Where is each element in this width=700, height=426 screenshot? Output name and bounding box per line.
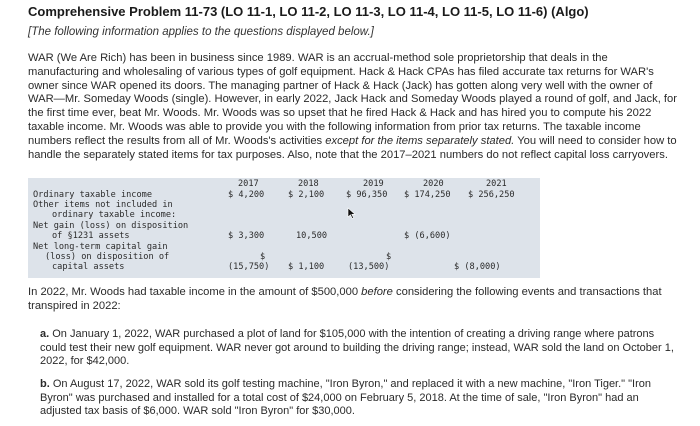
net-gain-2020: $ (6,600) bbox=[404, 231, 451, 241]
bottom-text: In 2022, Mr. Woods had taxable income in the amount of $500,000 bbox=[28, 286, 362, 298]
item-marker-b: b. bbox=[40, 378, 50, 390]
row-label-other-2: ordinary taxable income: bbox=[52, 210, 177, 220]
row-label-ltcg-2: (loss) on disposition of bbox=[45, 252, 170, 262]
intro-paragraph bbox=[28, 52, 678, 162]
ordinary-2020: $ 174,250 bbox=[404, 190, 451, 200]
event-item-a bbox=[40, 328, 676, 369]
taxable-income-paragraph bbox=[28, 286, 678, 314]
ltcg-2018: $ 1,100 bbox=[288, 262, 325, 272]
item-text-b: On August 17, 2022, WAR sold its golf testing machine, "Iron Byron," and replaced it with a new machine, "Iron Tiger." "Iron Byron" was purchased and installed for a total cost of $24,000 on February 5, 2018. At the time of sale, "Iron Byron" had an adjusted tax basis of $6,000. WAR sold "Iron Byron" for $30,000. bbox=[40, 378, 651, 418]
ordinary-2019: $ 96,350 bbox=[346, 190, 388, 200]
year-header-2020: 2020 bbox=[423, 179, 444, 189]
event-item-b bbox=[40, 378, 676, 419]
row-label-net-gain: Net gain (loss) on disposition bbox=[33, 221, 189, 231]
prior-year-table bbox=[28, 178, 540, 278]
year-header-2021: 2021 bbox=[486, 179, 507, 189]
ordinary-2017: $ 4,200 bbox=[228, 190, 265, 200]
ltcg-dollar-2019: $ bbox=[386, 252, 392, 262]
bottom-emphasis: before bbox=[361, 286, 393, 298]
intro-text-end: You will need to consider how to handle the separately stated items for tax purposes. Also, note that the 2017–2021 numbers do not reflect capital loss carryovers. bbox=[28, 134, 677, 161]
problem-title: Comprehensive Problem 11-73 (LO 11-1, LO 11-2, LO 11-3, LO 11-4, LO 11-5, LO 11-6) (Algo) bbox=[28, 4, 589, 19]
row-label-ltcg-3: capital assets bbox=[52, 262, 125, 272]
ordinary-2018: $ 2,100 bbox=[288, 190, 325, 200]
intro-emphasis: except for the items separately stated. bbox=[325, 134, 515, 147]
intro-text: WAR (We Are Rich) has been in business since 1989. WAR is an accrual-method sole proprietorship that deals in the manufacturing and wholesaling of various types of golf equipment. Hack & Hack CPAs has filed accurate tax returns for WAR's owner since WAR opened its doors. The managing partner of Hack & Hack (Jack) has gotten along very well with the owner of WAR—Mr. Someday Woods (single). However, in early 2022, Jack Hack and Someday Woods played a round of golf, and Jack, for the first time ever, beat Mr. Woods. Mr. Woods was so upset that he fired Hack & Hack and has hired you to compute his 2022 taxable income. Mr. Woods was able to provide you with the following information from prior tax returns. The taxable income numbers reflect the results from all of Mr. Woods's activities bbox=[28, 52, 677, 147]
row-label-net-gain-2: of §1231 assets bbox=[52, 231, 130, 241]
item-text-a: On January 1, 2022, WAR purchased a plot of land for $105,000 with the intention of creating a driving range where patrons could test their new golf equipment. WAR never got around to building the driving range; instead, WAR sold the land on October 1, 2022, for $42,000. bbox=[40, 328, 674, 368]
bottom-text-end: considering the following events and transactions that transpired in 2022: bbox=[28, 286, 662, 312]
year-header-2019: 2019 bbox=[363, 179, 384, 189]
mouse-cursor-icon bbox=[346, 207, 356, 219]
net-gain-2018: 10,500 bbox=[296, 231, 328, 241]
item-marker-a: a. bbox=[40, 328, 50, 340]
year-header-2018: 2018 bbox=[298, 179, 319, 189]
instructions-note: [The following information applies to the questions displayed below.] bbox=[28, 26, 374, 38]
ltcg-2021: $ (8,000) bbox=[454, 262, 501, 272]
ltcg-2019: (13,500) bbox=[348, 262, 390, 272]
row-label-ltcg: Net long-term capital gain bbox=[33, 242, 168, 252]
ltcg-dollar-2017: $ bbox=[260, 252, 266, 262]
net-gain-2017: $ 3,300 bbox=[228, 231, 265, 241]
ordinary-2021: $ 256,250 bbox=[468, 190, 515, 200]
ltcg-2017: (15,750) bbox=[228, 262, 270, 272]
row-label-ordinary: Ordinary taxable income bbox=[33, 190, 152, 200]
year-header-2017: 2017 bbox=[238, 179, 259, 189]
row-label-other: Other items not included in bbox=[33, 200, 173, 210]
